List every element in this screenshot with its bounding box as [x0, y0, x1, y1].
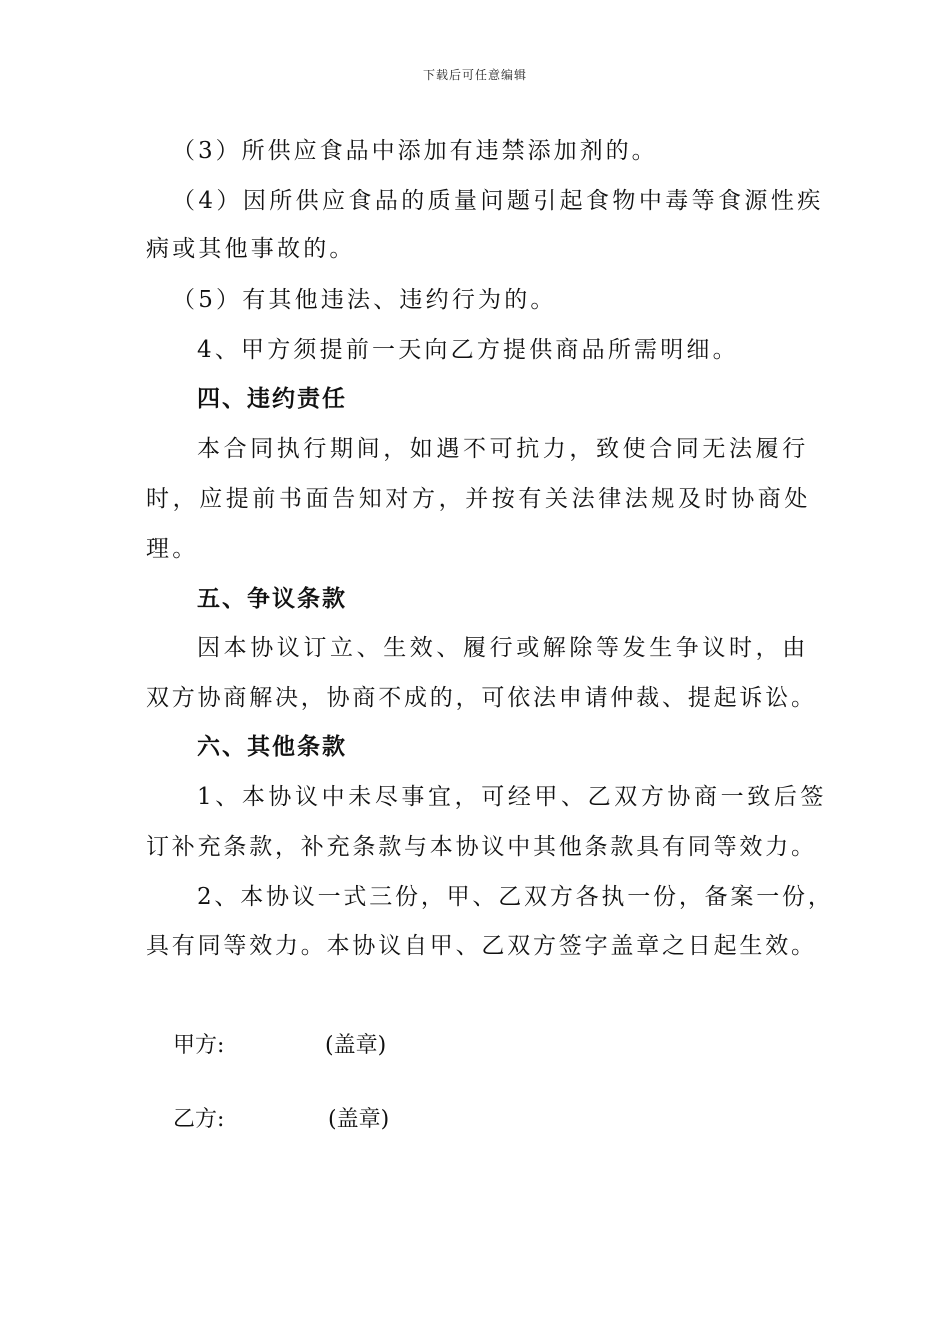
party-b-label: 乙方:	[173, 1107, 225, 1132]
section-4-line2: 时，应提前书面告知对方，并按有关法律法规及时协商处	[146, 486, 811, 512]
clause-3-5: （5）有其他违法、违约行为的。	[172, 287, 557, 313]
clause-3-3: （3）所供应食品中添加有违禁添加剂的。	[172, 138, 658, 164]
party-a-label: 甲方:	[173, 1033, 225, 1058]
party-b-seal: (盖章)	[328, 1107, 390, 1132]
section-heading-4: 四、违约责任	[197, 385, 347, 412]
section-heading-5: 五、争议条款	[197, 585, 347, 612]
party-a-seal: (盖章)	[325, 1033, 387, 1058]
section-6-item-1-line1: 1、本协议中未尽事宜，可经甲、乙双方协商一致后签	[197, 784, 828, 810]
section-heading-6: 六、其他条款	[197, 733, 347, 760]
clause-3-item-4: 4、甲方须提前一天向乙方提供商品所需明细。	[197, 337, 739, 363]
section-6-item-1-line2: 订补充条款，补充条款与本协议中其他条款具有同等效力。	[146, 834, 817, 860]
section-6-item-2-line1: 2、本协议一式三份，甲、乙双方各执一份，备案一份，	[197, 884, 834, 910]
section-5-line1: 因本协议订立、生效、履行或解除等发生争议时，由	[197, 635, 809, 661]
clause-3-4-line1: （4）因所供应食品的质量问题引起食物中毒等食源性疾	[172, 188, 824, 214]
section-4-line3: 理。	[146, 536, 199, 562]
section-4-line1: 本合同执行期间，如遇不可抗力，致使合同无法履行	[197, 436, 809, 462]
page-header: 下载后可任意编辑	[422, 68, 527, 82]
section-5-line2: 双方协商解决，协商不成的，可依法申请仲裁、提起诉讼。	[146, 685, 817, 711]
section-6-item-2-line2: 具有同等效力。本协议自甲、乙双方签字盖章之日起生效。	[146, 933, 817, 959]
clause-3-4-line2: 病或其他事故的。	[146, 236, 356, 262]
